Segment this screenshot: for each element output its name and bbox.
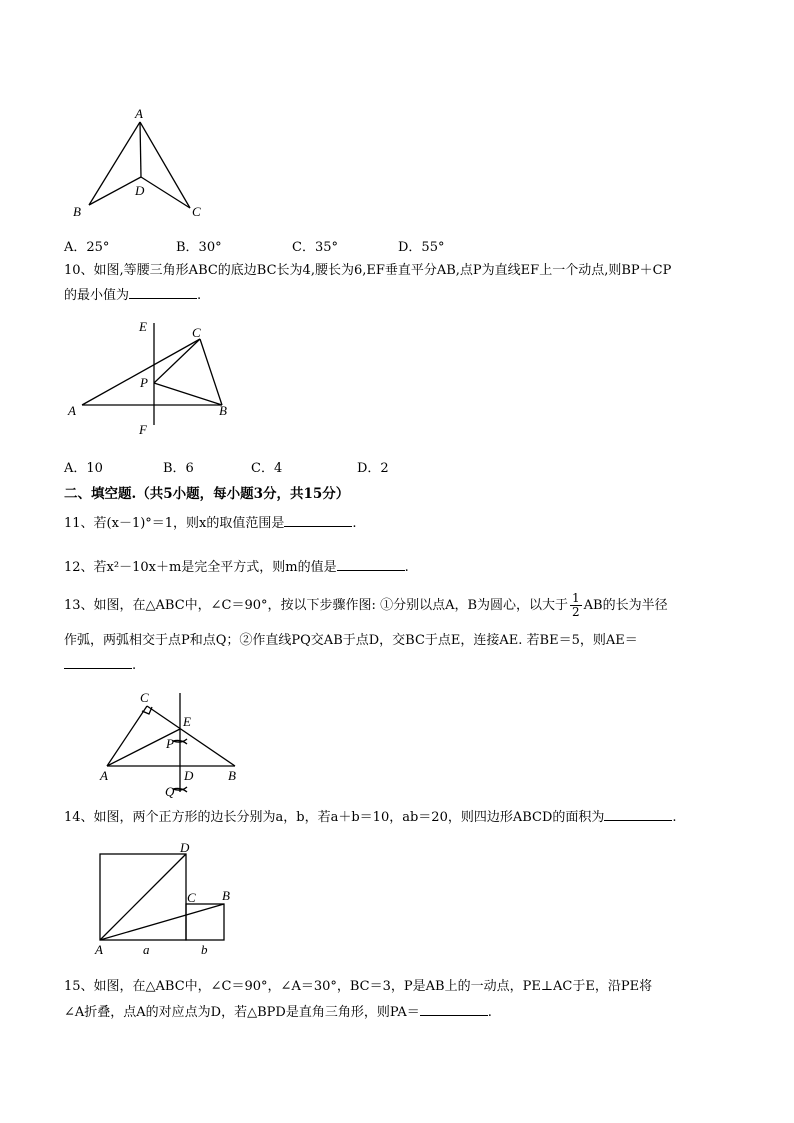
q10-option-c: C．4 <box>251 461 283 476</box>
label-Q: Q <box>165 784 175 799</box>
q13-line1a: 13、如图，在△ABC中，∠C＝90°，按以下步骤作图: ①分别以点A，B为圆心，以大于 <box>64 598 569 613</box>
q10-line2-text: 的最小值为 <box>64 288 130 303</box>
q13-fraction <box>570 592 582 619</box>
q9-option-d: D．55° <box>398 240 445 255</box>
label-B: B <box>222 888 230 903</box>
q9-option-a: A．25° <box>64 240 110 255</box>
q10-line2 <box>64 286 201 305</box>
label-D: D <box>180 840 190 855</box>
label-E: E <box>139 319 147 334</box>
q10-option-a: A．10 <box>64 461 103 476</box>
q10-option-b: B．6 <box>163 461 194 476</box>
q12-answer-blank <box>337 558 405 571</box>
q11-period: . <box>352 516 357 531</box>
label-C: C <box>192 325 201 340</box>
label-B: B <box>73 204 81 219</box>
q15-line1: 15、如图，在△ABC中，∠C＝90°，∠A＝30°，BC＝3，P是AB上的一动点，PE⊥AC于E，沿PE将 <box>64 979 653 994</box>
q15-line2-text: ∠A折叠，点A的对应点为D，若△BPD是直角三角形，则PA＝ <box>64 1005 420 1020</box>
q12-text: 12、若x²－10x＋m是完全平方式，则m的值是 <box>64 560 337 575</box>
q10-answer-blank <box>129 286 197 299</box>
q14-answer-blank <box>604 808 672 821</box>
label-b: b <box>201 942 208 957</box>
q13-line1 <box>64 592 668 620</box>
label-a: a <box>143 942 150 957</box>
q14-period: . <box>672 810 677 825</box>
label-D: D <box>184 768 194 783</box>
q10-option-d: D．2 <box>357 461 389 476</box>
label-A: A <box>68 403 76 418</box>
q13-line2: 作弧，两弧相交于点P和点Q；②作直线PQ交AB于点D，交BC于点E，连接AE. 若BE＝5，则AE＝ <box>64 633 638 648</box>
q13-frac-num: 1 <box>572 591 580 605</box>
q11-text: 11、若(x－1)°＝1，则x的取值范围是 <box>64 516 285 531</box>
q11-answer-blank <box>284 514 352 527</box>
label-B: B <box>228 768 236 783</box>
q13-period: . <box>132 658 137 673</box>
q13-line3 <box>64 656 136 675</box>
label-P: P <box>166 736 174 751</box>
q13-line1b: AB的长为半径 <box>583 598 668 613</box>
q11 <box>64 514 357 533</box>
q15-line2 <box>64 1003 492 1022</box>
label-C: C <box>192 204 201 219</box>
label-P: P <box>140 375 148 390</box>
label-A: A <box>95 942 103 957</box>
section-heading-fill-in: 二、填空题.（共5小题，每小题3分，共15分） <box>64 486 350 502</box>
label-A: A <box>135 106 143 121</box>
q10-figure <box>62 315 242 440</box>
q13-figure <box>95 688 255 800</box>
q9-option-b: B．30° <box>176 240 222 255</box>
q10-period: . <box>197 288 202 303</box>
q14-text: 14、如图，两个正方形的边长分别为a，b，若a＋b＝10，ab＝20，则四边形ABCD的面积为 <box>64 810 605 825</box>
label-C: C <box>187 890 196 905</box>
q13-frac-den: 2 <box>572 605 580 619</box>
q15-period: . <box>487 1005 492 1020</box>
q15-answer-blank <box>420 1003 488 1016</box>
q9-option-c: C．35° <box>292 240 338 255</box>
q13-answer-blank <box>64 656 132 669</box>
label-B: B <box>219 403 227 418</box>
q14 <box>64 808 677 827</box>
q14-figure <box>90 838 250 960</box>
q12 <box>64 558 409 577</box>
q10-line1: 10、如图,等腰三角形ABC的底边BC长为4,腰长为6,EF垂直平分AB,点P为直线EF上一个动点,则BP＋CP <box>64 263 672 278</box>
label-E: E <box>183 714 191 729</box>
q9-figure <box>65 100 225 225</box>
label-A: A <box>100 768 108 783</box>
label-F: F <box>139 422 147 437</box>
label-C: C <box>140 690 149 705</box>
label-D: D <box>135 183 145 198</box>
q12-period: . <box>404 560 409 575</box>
